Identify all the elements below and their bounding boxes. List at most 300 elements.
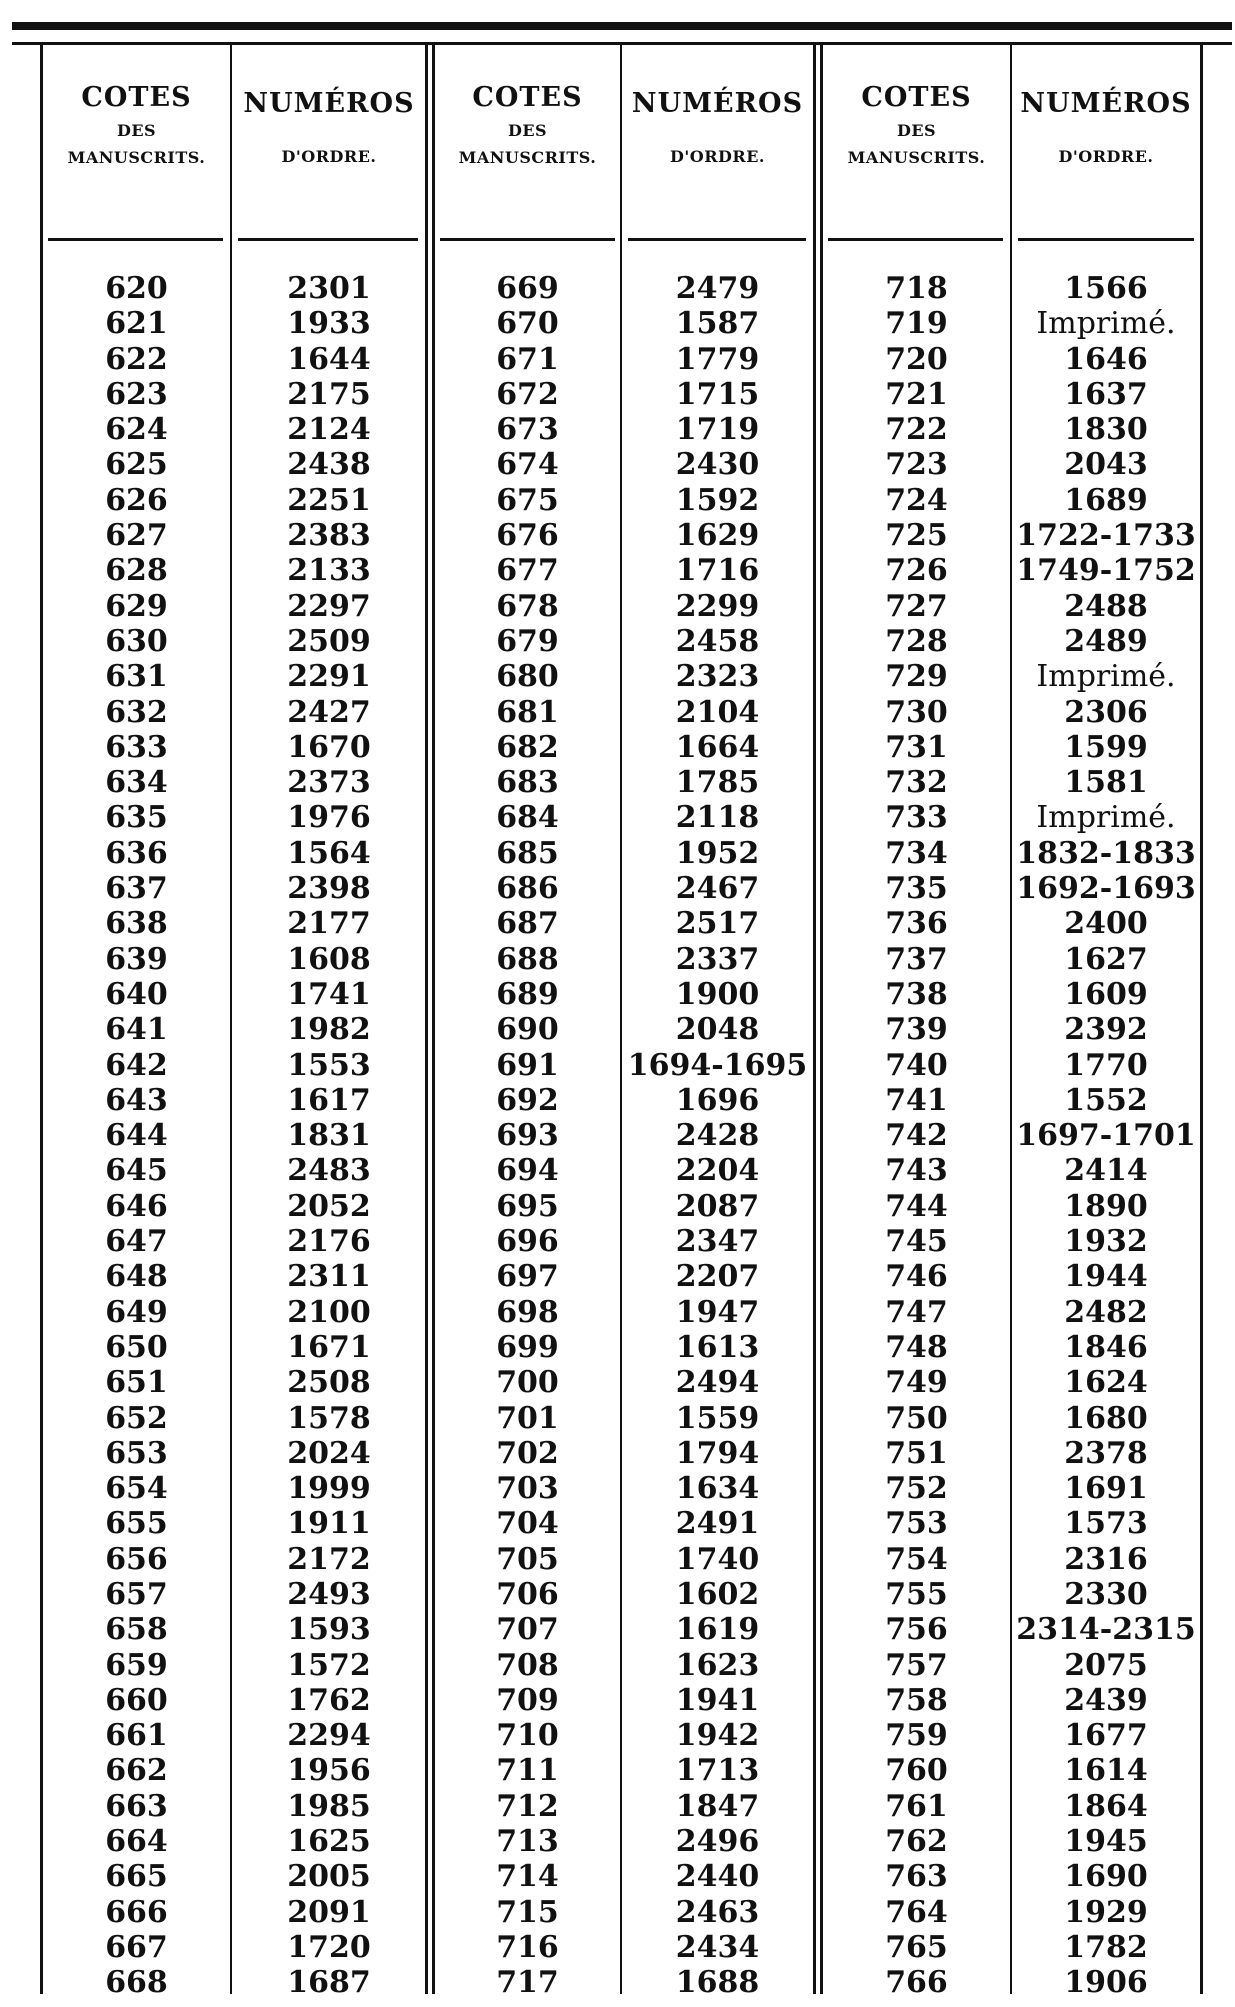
numero-cell: 2430 [675, 447, 760, 483]
numero-cell: 1624 [1064, 1365, 1148, 1401]
numero-cell: 1741 [287, 976, 371, 1012]
header-cotes-des: DES [896, 121, 937, 140]
numero-cell: 1552 [1064, 1082, 1148, 1118]
numero-cell: 1720 [287, 1929, 371, 1965]
numero-cell: 2508 [287, 1365, 371, 1401]
numero-cell: 2048 [675, 1012, 760, 1048]
cote-cell: 661 [105, 1718, 168, 1754]
cote-cell: 663 [105, 1788, 168, 1824]
numero-cell: 1911 [287, 1506, 371, 1542]
numero-cell: 2496 [675, 1824, 760, 1860]
numero-cell: 1617 [287, 1082, 371, 1118]
cote-cell: 721 [885, 376, 948, 412]
numero-cell: 1942 [675, 1718, 760, 1754]
cote-cell: 719 [885, 306, 948, 342]
numero-cell: 2118 [675, 800, 760, 836]
numero-cell: 2043 [1064, 447, 1148, 483]
numero-cell: 2491 [675, 1506, 760, 1542]
numero-cell: 2330 [1064, 1576, 1148, 1612]
numero-cell: 2489 [1064, 623, 1148, 659]
numero-cell: Imprimé. [1036, 306, 1176, 342]
numero-cell: 2091 [287, 1894, 371, 1930]
numero-cell: 1941 [675, 1682, 760, 1718]
cote-cell: 640 [105, 976, 168, 1012]
numero-cell: 1900 [675, 976, 760, 1012]
numero-cell: 2306 [1064, 694, 1148, 730]
numero-cell: 1614 [1064, 1753, 1148, 1789]
cote-cell: 749 [885, 1365, 948, 1401]
numero-cell: 1929 [1064, 1894, 1148, 1930]
cote-cell: 697 [496, 1259, 559, 1295]
cote-cell: 664 [105, 1824, 168, 1860]
cote-cell: 762 [885, 1824, 948, 1860]
numero-cell: 1740 [675, 1541, 760, 1577]
cote-cell: 751 [885, 1435, 948, 1471]
cote-cell: 645 [105, 1153, 168, 1189]
numero-cell: 1692-1693 [1016, 871, 1196, 907]
cote-cell: 723 [885, 447, 948, 483]
numero-cell: 1609 [1064, 976, 1148, 1012]
numero-cell: 2482 [1064, 1294, 1148, 1330]
cote-cell: 687 [496, 906, 559, 942]
cote-cell: 638 [105, 906, 168, 942]
cote-cell: 720 [885, 341, 948, 377]
numero-cell: 1770 [1064, 1047, 1148, 1083]
cote-cell: 724 [885, 482, 948, 518]
cote-cell: 705 [496, 1541, 559, 1577]
numero-cell: 2427 [287, 694, 371, 730]
numero-cell: 2311 [287, 1259, 371, 1295]
cote-cell: 626 [105, 482, 168, 518]
numero-cell: 1944 [1064, 1259, 1148, 1295]
cote-cell: 652 [105, 1400, 168, 1436]
cote-cell: 715 [496, 1894, 559, 1930]
header-rule [828, 238, 1003, 241]
cote-cell: 659 [105, 1647, 168, 1683]
numero-cell: 1553 [287, 1047, 371, 1083]
numero-cell: 2316 [1064, 1541, 1148, 1577]
header-cotes-des: DES [507, 121, 548, 140]
numero-cell: 1715 [675, 376, 760, 412]
numero-cell: 1634 [675, 1471, 760, 1507]
numero-cell: 1587 [675, 306, 760, 342]
cote-cell: 757 [885, 1647, 948, 1683]
numero-cell: 1846 [1064, 1329, 1148, 1365]
header-numeros-title: NUMÉROS [1020, 88, 1192, 119]
cote-cell: 622 [105, 341, 168, 377]
numero-cell: 2479 [675, 271, 760, 306]
cote-cell: 755 [885, 1576, 948, 1612]
cote-cell: 690 [496, 1012, 559, 1048]
header-cotes-des: DES [116, 121, 157, 140]
numero-cell: 2493 [287, 1576, 371, 1612]
numero-cell: 2100 [287, 1294, 371, 1330]
cote-cell: 665 [105, 1859, 168, 1895]
cote-cell: 692 [496, 1082, 559, 1118]
cote-cell: 685 [496, 835, 559, 871]
cote-cell: 620 [105, 271, 168, 306]
cote-cell: 628 [105, 553, 168, 589]
numero-cell: 1566 [1064, 271, 1148, 306]
cote-cell: 695 [496, 1188, 559, 1224]
numero-cell: 1608 [287, 941, 371, 977]
cote-cell: 624 [105, 412, 168, 448]
cote-cell: 655 [105, 1506, 168, 1542]
numero-cell: 1581 [1064, 765, 1148, 801]
cote-cell: 764 [885, 1894, 948, 1930]
cote-cell: 743 [885, 1153, 948, 1189]
cote-cell: 679 [496, 623, 559, 659]
cote-cell: 727 [885, 588, 948, 624]
numero-cell: 2075 [1064, 1647, 1148, 1683]
cotes-column [435, 271, 620, 2001]
cote-cell: 658 [105, 1612, 168, 1648]
cote-cell: 656 [105, 1541, 168, 1577]
cote-cell: 733 [885, 800, 948, 836]
cote-cell: 678 [496, 588, 559, 624]
cote-cell: 741 [885, 1082, 948, 1118]
cote-cell: 671 [496, 341, 559, 377]
numero-cell: 1982 [287, 1012, 371, 1048]
cote-cell: 718 [885, 271, 948, 306]
cote-cell: 634 [105, 765, 168, 801]
numero-cell: 1664 [675, 729, 760, 765]
cote-cell: 688 [496, 941, 559, 977]
cote-cell: 629 [105, 588, 168, 624]
numero-cell: 2517 [675, 906, 760, 942]
cote-cell: 706 [496, 1576, 559, 1612]
cote-cell: 654 [105, 1471, 168, 1507]
cote-cell: 668 [105, 1965, 168, 2001]
header-cotes-manuscrits: MANUSCRITS. [458, 148, 597, 167]
cote-cell: 747 [885, 1294, 948, 1330]
cote-cell: 707 [496, 1612, 559, 1648]
cote-cell: 682 [496, 729, 559, 765]
cote-cell: 637 [105, 871, 168, 907]
numero-cell: 1785 [675, 765, 760, 801]
numero-cell: 2378 [1064, 1435, 1148, 1471]
cote-cell: 738 [885, 976, 948, 1012]
header-cotes [435, 82, 620, 202]
numero-cell: 1794 [675, 1435, 760, 1471]
numero-cell: 1573 [1064, 1506, 1148, 1542]
cote-cell: 717 [496, 1965, 559, 2001]
numero-cell: 1646 [1064, 341, 1148, 377]
numero-cell: 2488 [1064, 588, 1148, 624]
cote-cell: 623 [105, 376, 168, 412]
cote-cell: 672 [496, 376, 559, 412]
numeros-column [233, 271, 425, 2001]
numero-cell: 1687 [287, 1965, 371, 2001]
cotes-column [43, 271, 230, 2001]
cote-cell: 633 [105, 729, 168, 765]
numero-cell: 1637 [1064, 376, 1148, 412]
numero-cell: 2052 [287, 1188, 371, 1224]
numero-cell: 1599 [1064, 729, 1148, 765]
top-rule-thin [12, 42, 1232, 45]
cote-cell: 669 [496, 271, 559, 306]
cote-cell: 674 [496, 447, 559, 483]
header-numeros [622, 82, 813, 202]
cote-cell: 740 [885, 1047, 948, 1083]
numero-cell: 2494 [675, 1365, 760, 1401]
numero-cell: 1832-1833 [1016, 835, 1196, 871]
cote-cell: 744 [885, 1188, 948, 1224]
numero-cell: 2024 [287, 1435, 371, 1471]
cote-cell: 766 [885, 1965, 948, 2001]
cote-cell: 746 [885, 1259, 948, 1295]
header-numeros-ordre: D'ORDRE. [670, 147, 765, 166]
numero-cell: 1602 [675, 1576, 760, 1612]
numero-cell: 1689 [1064, 482, 1148, 518]
numero-cell: 2314-2315 [1016, 1612, 1196, 1648]
cote-cell: 653 [105, 1435, 168, 1471]
cote-cell: 636 [105, 835, 168, 871]
cote-cell: 660 [105, 1682, 168, 1718]
numero-cell: 2337 [675, 941, 760, 977]
header-cotes-title: COTES [81, 82, 192, 113]
numero-cell: 1619 [675, 1612, 760, 1648]
header-numeros-ordre: D'ORDRE. [1058, 147, 1154, 166]
cote-cell: 680 [496, 659, 559, 695]
cote-cell: 709 [496, 1682, 559, 1718]
header-cotes-title: COTES [861, 82, 972, 113]
numero-cell: 1670 [287, 729, 371, 765]
cote-cell: 627 [105, 518, 168, 554]
cote-cell: 630 [105, 623, 168, 659]
cote-cell: 681 [496, 694, 559, 730]
cote-cell: 759 [885, 1718, 948, 1754]
cote-cell: 702 [496, 1435, 559, 1471]
cote-cell: 725 [885, 518, 948, 554]
numero-cell: 1749-1752 [1016, 553, 1196, 589]
numero-cell: 1779 [675, 341, 760, 377]
numero-cell: 2347 [675, 1224, 760, 1260]
cote-cell: 761 [885, 1788, 948, 1824]
cote-cell: 648 [105, 1259, 168, 1295]
cote-cell: 703 [496, 1471, 559, 1507]
cote-cell: 667 [105, 1929, 168, 1965]
numeros-column [622, 271, 813, 2001]
cote-cell: 698 [496, 1294, 559, 1330]
cote-cell: 756 [885, 1612, 948, 1648]
numero-cell: 2392 [1064, 1012, 1148, 1048]
numero-cell: 1691 [1064, 1471, 1148, 1507]
numero-cell: 1719 [675, 412, 760, 448]
cote-cell: 639 [105, 941, 168, 977]
cote-cell: 742 [885, 1118, 948, 1154]
numero-cell: 1716 [675, 553, 760, 589]
cote-cell: 683 [496, 765, 559, 801]
column-divider [813, 44, 816, 1994]
cote-cell: 621 [105, 306, 168, 342]
numero-cell: 2299 [675, 588, 760, 624]
numero-cell: 2398 [287, 871, 371, 907]
cote-cell: 716 [496, 1929, 559, 1965]
cote-cell: 730 [885, 694, 948, 730]
cote-cell: 745 [885, 1224, 948, 1260]
numero-cell: Imprimé. [1036, 659, 1176, 695]
cote-cell: 699 [496, 1329, 559, 1365]
header-numeros [233, 82, 425, 202]
cote-cell: 649 [105, 1294, 168, 1330]
numero-cell: 1593 [287, 1612, 371, 1648]
numero-cell: 2207 [675, 1259, 760, 1295]
cote-cell: 644 [105, 1118, 168, 1154]
numero-cell: 2297 [287, 588, 371, 624]
numero-cell: 2373 [287, 765, 371, 801]
numero-cell: 1677 [1064, 1718, 1148, 1754]
cote-cell: 763 [885, 1859, 948, 1895]
numero-cell: 1947 [675, 1294, 760, 1330]
header-rule [1018, 238, 1194, 241]
cote-cell: 631 [105, 659, 168, 695]
numero-cell: 1722-1733 [1016, 518, 1196, 554]
numero-cell: 2005 [287, 1859, 371, 1895]
cote-cell: 708 [496, 1647, 559, 1683]
cote-cell: 713 [496, 1824, 559, 1860]
numero-cell: 1999 [287, 1471, 371, 1507]
cote-cell: 673 [496, 412, 559, 448]
numero-cell: 1613 [675, 1329, 760, 1365]
cote-cell: 753 [885, 1506, 948, 1542]
numero-cell: 1762 [287, 1682, 371, 1718]
cote-cell: 714 [496, 1859, 559, 1895]
cote-cell: 736 [885, 906, 948, 942]
cote-cell: 765 [885, 1929, 948, 1965]
cote-cell: 711 [496, 1753, 559, 1789]
header-cotes-manuscrits: MANUSCRITS. [847, 148, 986, 167]
numero-cell: 1906 [1064, 1965, 1148, 2001]
numero-cell: 2463 [675, 1894, 760, 1930]
cote-cell: 684 [496, 800, 559, 836]
numero-cell: 2104 [675, 694, 760, 730]
cote-cell: 632 [105, 694, 168, 730]
numero-cell: 1952 [675, 835, 760, 871]
header-cotes [43, 82, 230, 202]
numero-cell: 1559 [675, 1400, 760, 1436]
cote-cell: 728 [885, 623, 948, 659]
numero-cell: 1671 [287, 1329, 371, 1365]
cote-cell: 704 [496, 1506, 559, 1542]
numero-cell: 1564 [287, 835, 371, 871]
numero-cell: 1976 [287, 800, 371, 836]
column-divider [230, 44, 232, 1994]
numero-cell: 1694-1695 [627, 1047, 808, 1083]
cote-cell: 710 [496, 1718, 559, 1754]
cote-cell: 657 [105, 1576, 168, 1612]
numero-cell: Imprimé. [1036, 800, 1176, 836]
numero-cell: 2087 [675, 1188, 760, 1224]
numero-cell: 1625 [287, 1824, 371, 1860]
numero-cell: 1985 [287, 1788, 371, 1824]
cote-cell: 754 [885, 1541, 948, 1577]
top-rule-thick [12, 22, 1232, 30]
cote-cell: 729 [885, 659, 948, 695]
numero-cell: 1623 [675, 1647, 760, 1683]
numero-cell: 1782 [1064, 1929, 1148, 1965]
cote-cell: 737 [885, 941, 948, 977]
numero-cell: 1572 [287, 1647, 371, 1683]
numero-cell: 1688 [675, 1965, 760, 2001]
cote-cell: 643 [105, 1082, 168, 1118]
header-cotes [823, 82, 1010, 202]
numero-cell: 2439 [1064, 1682, 1148, 1718]
numero-cell: 2172 [287, 1541, 371, 1577]
cote-cell: 647 [105, 1224, 168, 1260]
cote-cell: 689 [496, 976, 559, 1012]
numero-cell: 2204 [675, 1153, 760, 1189]
header-cotes-title: COTES [472, 82, 583, 113]
header-numeros-title: NUMÉROS [631, 88, 804, 119]
column-divider [1200, 44, 1203, 1994]
cote-cell: 677 [496, 553, 559, 589]
cote-cell: 748 [885, 1329, 948, 1365]
cote-cell: 700 [496, 1365, 559, 1401]
cote-cell: 676 [496, 518, 559, 554]
numero-cell: 1627 [1064, 941, 1148, 977]
numeros-column [1012, 271, 1200, 2001]
cote-cell: 625 [105, 447, 168, 483]
cote-cell: 651 [105, 1365, 168, 1401]
cote-cell: 666 [105, 1894, 168, 1930]
numero-cell: 1847 [675, 1788, 760, 1824]
header-rule [48, 238, 223, 241]
cote-cell: 646 [105, 1188, 168, 1224]
cote-cell: 735 [885, 871, 948, 907]
numero-cell: 2175 [287, 376, 371, 412]
numero-cell: 2177 [287, 906, 371, 942]
cote-cell: 726 [885, 553, 948, 589]
cote-cell: 734 [885, 835, 948, 871]
cote-cell: 760 [885, 1753, 948, 1789]
cote-cell: 641 [105, 1012, 168, 1048]
numero-cell: 2383 [287, 518, 371, 554]
numero-cell: 1629 [675, 518, 760, 554]
numero-cell: 1592 [675, 482, 760, 518]
numero-cell: 1956 [287, 1753, 371, 1789]
numero-cell: 1713 [675, 1753, 760, 1789]
cotes-column [823, 271, 1010, 2001]
cote-cell: 693 [496, 1118, 559, 1154]
header-rule [238, 238, 418, 241]
cote-cell: 650 [105, 1329, 168, 1365]
cote-cell: 691 [496, 1047, 559, 1083]
numero-cell: 2294 [287, 1718, 371, 1754]
numero-cell: 2440 [675, 1859, 760, 1895]
numero-cell: 1696 [675, 1082, 760, 1118]
numero-cell: 2251 [287, 482, 371, 518]
cote-cell: 662 [105, 1753, 168, 1789]
numero-cell: 1644 [287, 341, 371, 377]
header-rule [440, 238, 615, 241]
cote-cell: 752 [885, 1471, 948, 1507]
numero-cell: 1578 [287, 1400, 371, 1436]
numero-cell: 1831 [287, 1118, 371, 1154]
numero-cell: 2509 [287, 623, 371, 659]
numero-cell: 2438 [287, 447, 371, 483]
header-numeros [1012, 82, 1200, 202]
numero-cell: 2458 [675, 623, 760, 659]
cote-cell: 642 [105, 1047, 168, 1083]
numero-cell: 1830 [1064, 412, 1148, 448]
numero-cell: 2176 [287, 1224, 371, 1260]
cote-cell: 675 [496, 482, 559, 518]
header-rule [628, 238, 806, 241]
cote-cell: 750 [885, 1400, 948, 1436]
header-cotes-manuscrits: MANUSCRITS. [67, 148, 206, 167]
header-numeros-title: NUMÉROS [243, 88, 415, 119]
